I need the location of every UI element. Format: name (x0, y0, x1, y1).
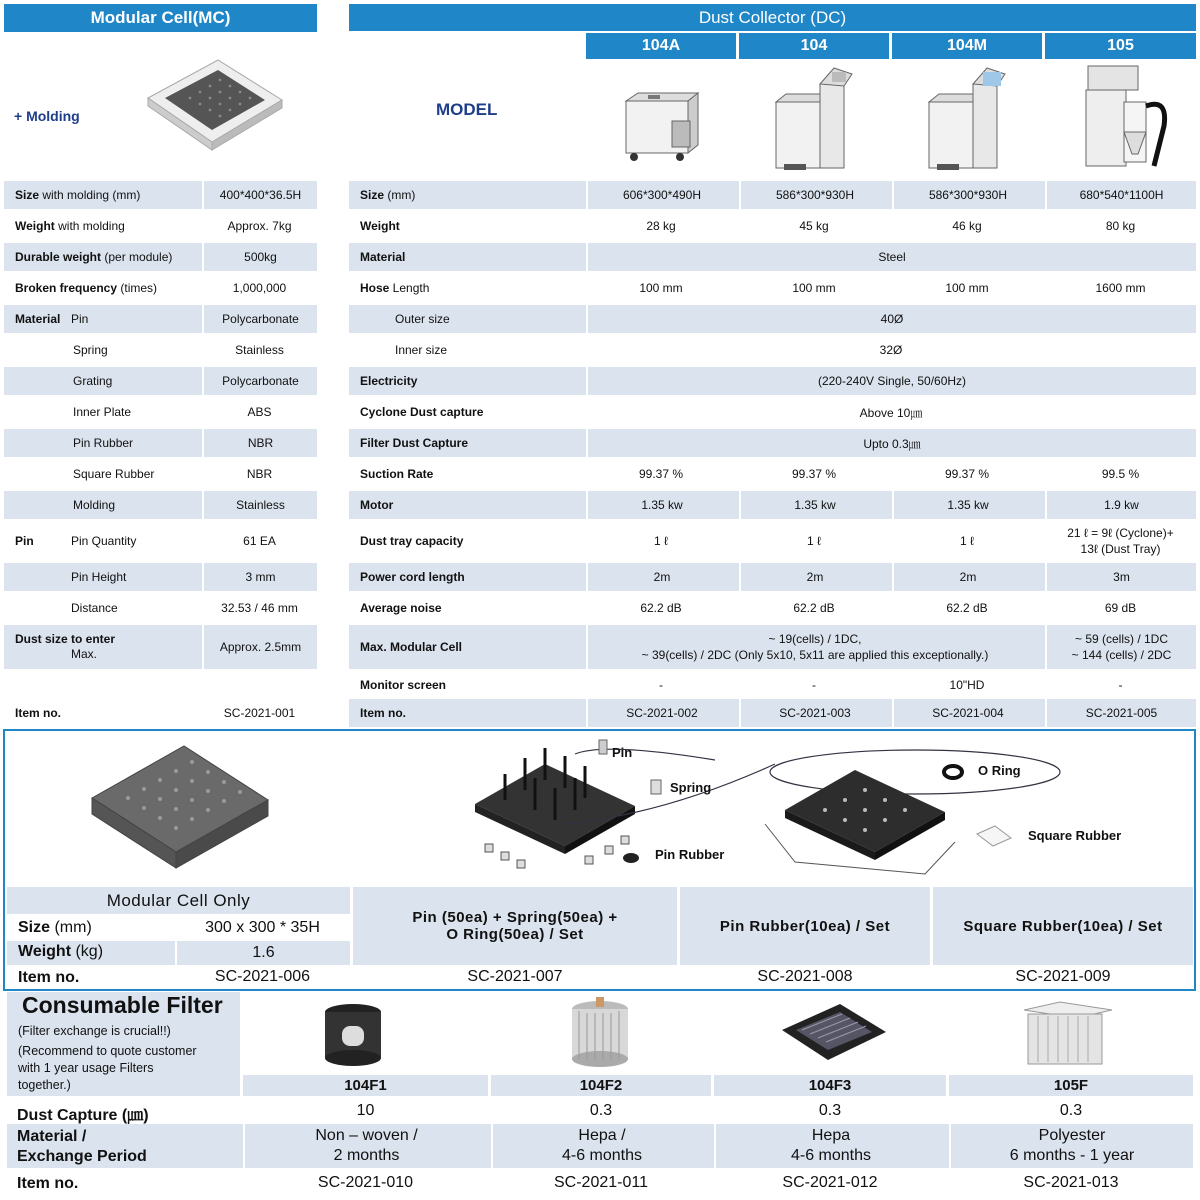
dc-value-104: 1 ℓ (807, 534, 821, 548)
dc-row-label: Average noise (360, 601, 442, 615)
dc-value-105: SC-2021-005 (1045, 699, 1196, 727)
modular-cell-only-image (88, 738, 273, 878)
mat-104f3: Hepa 4-6 months (714, 1124, 946, 1168)
mc-row-value: 3 mm (202, 563, 317, 591)
dc-value-104m: SC-2021-004 (892, 699, 1042, 727)
dust-104f1: 10 (356, 1101, 375, 1119)
item-sc-2021-006: SC-2021-006 (214, 968, 311, 985)
mc-row-value: Approx. 7kg (227, 219, 292, 233)
mc-row-value: 400*400*36.5H (202, 181, 317, 209)
mc-row-label: Weight with molding (15, 219, 125, 233)
dust-collector-105-image (1080, 62, 1176, 174)
mc-row-label: Durable weight (per module) (15, 250, 173, 264)
dc-row-label: Cyclone Dust capture (360, 405, 484, 419)
filter-note-4: together.) (18, 1078, 71, 1092)
mc-row-value: Approx. 2.5mm (202, 625, 317, 669)
item-sc-2021-008: SC-2021-008 (757, 968, 853, 985)
mc-row-label: Material Pin (15, 312, 89, 326)
mc-row (4, 181, 317, 209)
dc-value-105: 99.5 % (1101, 467, 1140, 481)
model-105-header: 105 (1045, 33, 1196, 59)
dc-value-104m: 99.37 % (944, 467, 990, 481)
dc-row-label: Motor (360, 498, 394, 512)
filter-note-3: with 1 year usage Filters (18, 1061, 154, 1075)
filter-model-104f1: 104F1 (243, 1075, 488, 1096)
mc-row-value: NBR (246, 467, 273, 481)
dc-value-105: 21 ℓ = 9ℓ (Cyclone)+ 13ℓ (Dust Tray) (1067, 526, 1174, 556)
mco-item-label: Item no. (18, 969, 80, 986)
material-label: Material / Exchange Period (17, 1128, 147, 1165)
mco-title-cell: Modular Cell Only (7, 887, 350, 914)
dc-value-104m: 586*300*930H (892, 181, 1042, 209)
dc-value-104: SC-2021-003 (739, 699, 889, 727)
mc-row-value: Polycarbonate (202, 305, 317, 333)
mc-row-value: Polycarbonate (202, 367, 317, 395)
dc-value-104a: 99.37 % (638, 467, 684, 481)
mco-size-value: 300 x 300 * 35H (205, 919, 320, 936)
dc-value-104a: 62.2 dB (640, 601, 682, 615)
item-sc-2021-013: SC-2021-013 (1023, 1174, 1119, 1191)
dust-104f2: 0.3 (589, 1101, 613, 1119)
set-pin-spring-oring: Pin (50ea) + Spring(50ea) + O Ring(50ea) / Set (353, 887, 677, 965)
dc-value-104: 100 mm (792, 281, 836, 295)
dc-value-104m: 2m (892, 563, 1042, 591)
dc-value-104a: 606*300*490H (586, 181, 736, 209)
filter-model-105f: 105F (949, 1075, 1193, 1096)
dc-value-105: ~ 59 (cells) / 1DC ~ 144 (cells) / 2DC (1045, 625, 1196, 669)
dc-value-104a: 1 ℓ (654, 534, 668, 548)
dc-value-104a: - (659, 677, 663, 692)
set-pin-rubber: Pin Rubber(10ea) / Set (680, 887, 930, 965)
item-sc-2021-009: SC-2021-009 (1015, 968, 1111, 985)
dc-value-104m: 10"HD (949, 677, 985, 692)
mat-104f2: Hepa / 4-6 months (491, 1124, 711, 1168)
filter-note-2: (Recommend to quote customer (18, 1044, 197, 1058)
mc-row (4, 625, 317, 669)
dc-value-105: 680*540*1100H (1045, 181, 1196, 209)
dc-value-104m: 1 ℓ (960, 534, 974, 548)
dc-row-label: Item no. (360, 706, 407, 720)
item-sc-2021-012: SC-2021-012 (782, 1174, 878, 1191)
filter-104f3-image (778, 1000, 888, 1066)
mat-104f1: Non – woven / 2 months (243, 1124, 488, 1168)
mc-row-value: 500kg (202, 243, 317, 271)
mc-row-value: ABS (247, 405, 272, 419)
mc-row (4, 522, 317, 560)
mc-row-label: Size with molding (mm) (15, 188, 141, 202)
dc-row-label: Material (360, 250, 406, 264)
dc-row-label: Dust tray capacity (360, 534, 464, 548)
filter-model-104f2: 104F2 (491, 1075, 711, 1096)
mc-row (4, 367, 317, 395)
callout-spring: Spring (670, 780, 712, 795)
mco-weight-label: Weight (kg) (18, 943, 104, 960)
mc-row (4, 305, 317, 333)
model-label: MODEL (436, 100, 498, 119)
mc-row-label: Spring (73, 343, 108, 357)
mc-row-label: Pin Height (71, 570, 127, 584)
dc-row-label: Weight (360, 219, 400, 233)
dc-value-104m: 46 kg (952, 219, 982, 233)
dc-row-label: Electricity (360, 374, 418, 388)
dc-value-104a: 28 kg (646, 219, 676, 233)
dust-collector-104-image (772, 64, 858, 176)
dc-header (349, 4, 1196, 31)
dust-105f: 0.3 (1059, 1101, 1083, 1119)
mc-row (4, 429, 317, 457)
set-square-rubber: Square Rubber(10ea) / Set (933, 887, 1193, 965)
dust-collector-104a-image (620, 85, 700, 165)
mc-row-label: Pin Rubber (73, 436, 134, 450)
dc-value-104: 2m (739, 563, 889, 591)
mc-row-label: Grating (73, 374, 113, 388)
filter-item-label: Item no. (17, 1175, 79, 1192)
mc-row-label: Pin Pin Quantity (15, 534, 137, 548)
mc-row-label: Square Rubber (73, 467, 155, 481)
dc-value-104m: 62.2 dB (946, 601, 988, 615)
item-sc-2021-011: SC-2021-011 (554, 1174, 648, 1191)
item-sc-2021-007: SC-2021-007 (467, 968, 563, 985)
dust-collector-104m-image (925, 64, 1011, 176)
dc-span-value: Upto 0.3㎛ (586, 429, 1196, 457)
dc-value-104: - (812, 677, 816, 692)
mc-row-value: SC-2021-001 (223, 706, 296, 720)
mc-row (4, 212, 317, 240)
dc-value-105: - (1118, 677, 1123, 692)
model-104-header: 104 (739, 33, 889, 59)
dc-value-104a: 100 mm (639, 281, 683, 295)
dc-value-104m: 100 mm (945, 281, 989, 295)
dust-capture-label: Dust Capture (㎛) (17, 1107, 149, 1124)
mco-size-label: Size (mm) (18, 919, 92, 936)
filter-model-104f3: 104F3 (714, 1075, 946, 1096)
mco-weight-value: 1.6 (175, 941, 350, 965)
mc-row-value: Stainless (202, 491, 317, 519)
dc-value-104a: 1.35 kw (586, 491, 736, 519)
callout-o-ring: O Ring (978, 763, 1021, 778)
dc-row-label: Inner size (395, 343, 448, 357)
mc-row-value: Stainless (235, 343, 284, 357)
dc-row-label: Monitor screen (360, 677, 447, 692)
mc-row (4, 563, 317, 591)
filter-note-1: (Filter exchange is crucial!!) (18, 1024, 171, 1038)
dc-row-label: Filter Dust Capture (360, 436, 469, 450)
molding-label: + Molding (14, 108, 80, 124)
dc-value-104a: SC-2021-002 (586, 699, 736, 727)
mc-row-label: Distance (71, 601, 118, 615)
dc-title: Dust Collector (DC) (698, 7, 847, 27)
mc-row (4, 274, 317, 302)
dc-value-104: 99.37 % (791, 467, 837, 481)
dc-row-label: Hose Length (360, 281, 430, 295)
mc-row (4, 398, 317, 426)
filter-104f2-image (565, 995, 635, 1073)
modular-cell-molding-image (140, 50, 290, 155)
dc-value-105: 3m (1045, 563, 1196, 591)
mc-row (4, 699, 317, 727)
exploded-parts-image (465, 734, 1075, 884)
dust-104f3: 0.3 (818, 1101, 842, 1119)
dc-row-label: Size (mm) (360, 188, 416, 202)
model-104m-header: 104M (892, 33, 1042, 59)
mc-row-value: NBR (202, 429, 317, 457)
item-sc-2021-010: SC-2021-010 (317, 1174, 414, 1191)
dc-value-104: 586*300*930H (739, 181, 889, 209)
dc-value-104: 62.2 dB (793, 601, 835, 615)
mc-row (4, 243, 317, 271)
dc-value-104m: 1.35 kw (892, 491, 1042, 519)
dc-value-104: 1.35 kw (739, 491, 889, 519)
filter-title: Consumable Filter (22, 992, 223, 1018)
mc-row-label: Inner Plate (73, 405, 132, 419)
callout-pin: Pin (612, 745, 633, 760)
dc-row-label: Power cord length (360, 570, 465, 584)
callout-pin-rubber: Pin Rubber (655, 847, 725, 862)
dc-span-value: 32Ø (879, 343, 903, 357)
mc-header (4, 4, 317, 32)
dc-span-value: 40Ø (586, 305, 1196, 333)
dc-row-label: Max. Modular Cell (360, 640, 463, 654)
mc-row-label: Broken frequency (times) (15, 281, 158, 295)
dc-row-label: Outer size (395, 312, 450, 326)
dc-value-105: 69 dB (1104, 601, 1137, 615)
dc-span-value: Steel (586, 243, 1196, 271)
mat-105f: Polyester 6 months - 1 year (949, 1124, 1193, 1168)
dc-row-label: Suction Rate (360, 467, 434, 481)
mc-row (4, 336, 317, 364)
dc-value-104a: 2m (586, 563, 736, 591)
callout-square-rubber: Square Rubber (1028, 828, 1122, 843)
mc-row-label: Dust size to enter Max. (15, 632, 116, 661)
dc-value-105: 1.9 kw (1045, 491, 1196, 519)
mc-row-label: Molding (73, 498, 116, 512)
dc-value-104: 45 kg (799, 219, 829, 233)
model-104a-header: 104A (586, 33, 736, 59)
mc-row-value: 1,000,000 (232, 281, 287, 295)
mc-row (4, 491, 317, 519)
mc-row-value: 32.53 / 46 mm (221, 601, 298, 615)
mc-row (4, 460, 317, 488)
filter-105f-image (1020, 1000, 1116, 1070)
mc-title: Modular Cell(MC) (90, 8, 231, 27)
dc-span-value: (220-240V Single, 50/60Hz) (586, 367, 1196, 395)
dc-value-105: 1600 mm (1095, 281, 1146, 295)
dc-span3-value: ~ 19(cells) / 1DC, ~ 39(cells) / 2DC (Only 5x10, 5x11 are applied this exceptionally.) (586, 625, 1042, 669)
filter-104f1-image (318, 1000, 388, 1070)
dc-span-value: Above 10㎛ (859, 405, 923, 420)
mc-row-label: Item no. (15, 706, 62, 720)
mc-row-value: 61 EA (243, 534, 276, 548)
mc-row (4, 594, 317, 622)
dc-value-105: 80 kg (1105, 219, 1136, 233)
